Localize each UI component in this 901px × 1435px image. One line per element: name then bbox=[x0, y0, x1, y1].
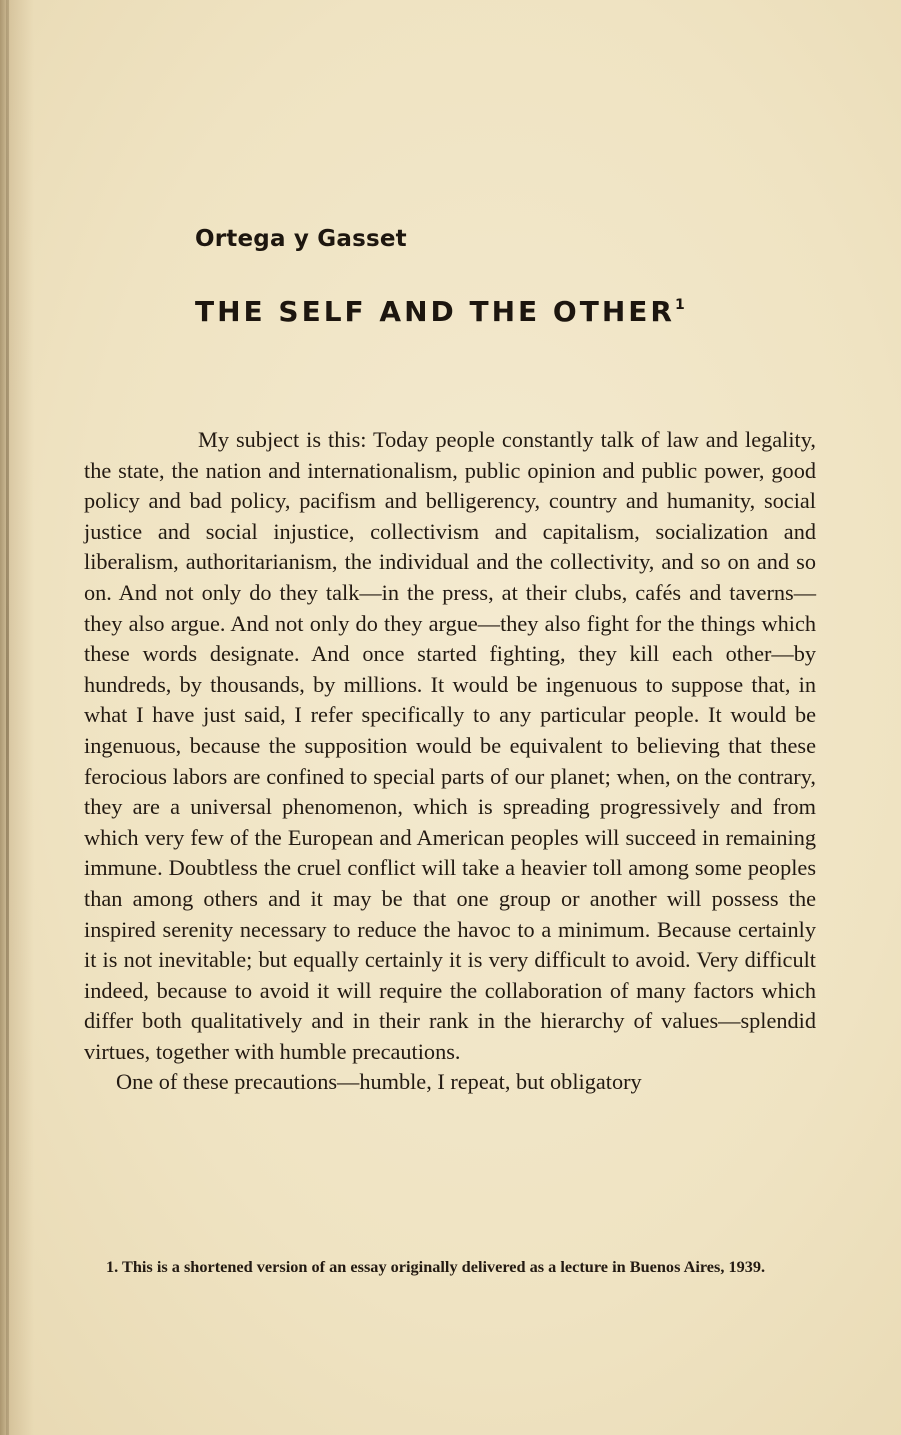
footnote-reference: 1 bbox=[674, 297, 685, 313]
body-paragraph-1: My subject is this: Today people constantly talk of law and legality, the state, the nation and internationalism, public opinion and public power, good policy and bad policy, pacifism and belligerency, country and humanity, social justice and social injustice, collectivism and capitalism, socialization and liberalism, authoritarianism, the individual and the collectivity, and so on and so on. And not only do they talk—in the press, at their clubs, cafés and taverns—they also argue. And not only do they argue—they also fight for the things which these words designate. And once started fighting, they kill each other—by hundreds, by thousands, by millions. It would be ingenuous to suppose that, in what I have just said, I refer specifically to any particular people. It would be ingenuous, because the supposition would be equivalent to believing that these ferocious labors are confined to special parts of our planet; when, on the contrary, they are a universal phenomenon, which is spreading progressively and from which very few of the European and American peoples will succeed in remaining immune. Doubtless the cruel conflict will take a heavier toll among some peoples than among others and it may be that one group or another will possess the inspired serenity necessary to reduce the havoc to a minimum. Because certainly it is not inevitable; but equally certainly it is very difficult to avoid. Very difficult indeed, because to avoid it will require the collaboration of many factors which differ both qualitatively and in their rank in the hierarchy of values—splendid virtues, together with humble precautions. bbox=[84, 427, 816, 1064]
essay-title-text: THE SELF AND THE OTHER bbox=[195, 295, 675, 328]
book-spine-shadow bbox=[6, 0, 9, 1435]
essay-title bbox=[195, 295, 685, 328]
essay-body bbox=[84, 425, 816, 1098]
author-name: Ortega y Gasset bbox=[195, 226, 407, 252]
body-paragraph-2: One of these precautions—humble, I repeat, but obligatory bbox=[116, 1069, 642, 1095]
footnote-text: 1. This is a shortened version of an essay originally delivered as a lecture in Buenos Aires, 1939. bbox=[106, 1257, 766, 1276]
